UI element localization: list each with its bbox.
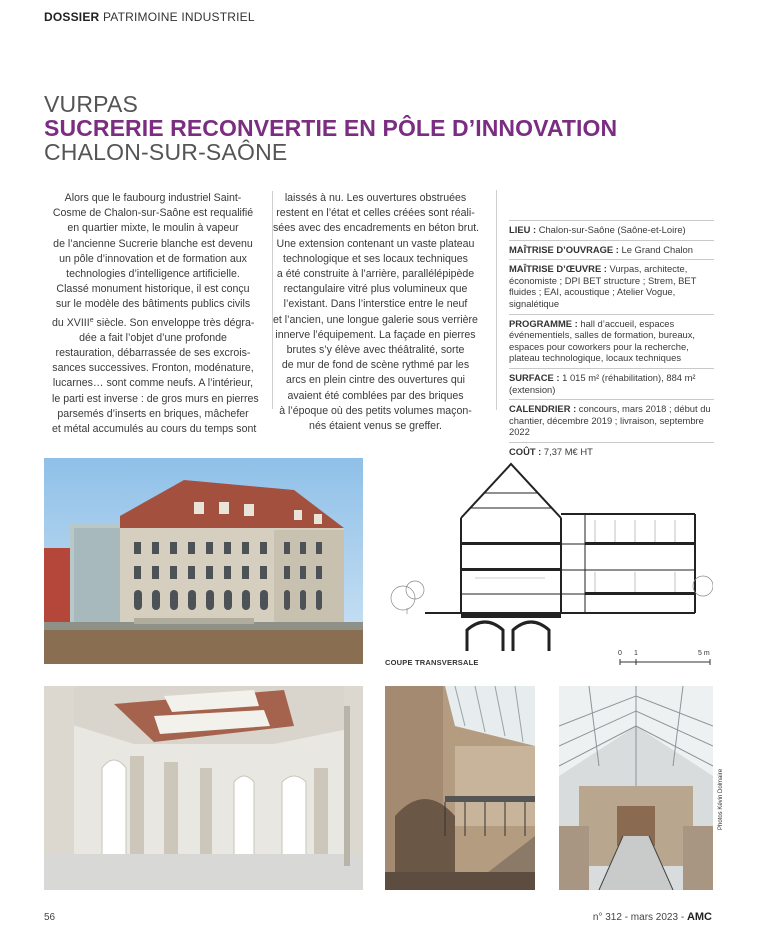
scale-label-5: 5 m — [698, 650, 710, 657]
body-line: de mur de fond de scène rythmé par les — [281, 359, 470, 372]
page-number: 56 — [44, 912, 56, 923]
photo-exterior — [44, 458, 363, 664]
photo-glazed-gallery — [559, 686, 713, 890]
body-line-part: siècle. Son enveloppe très dégra- — [93, 316, 255, 329]
scale-label-1: 1 — [634, 650, 638, 657]
body-line: innerve l’équipement. La façade en pierres — [275, 328, 476, 341]
body-line: technologique et ses locaux techniques — [283, 252, 468, 265]
body-line: brutes s’y élève avec théâtralité, sorte — [286, 344, 465, 357]
body-line: en quartier mixte, le moulin à vapeur — [67, 222, 239, 235]
body-column-2 — [272, 191, 480, 433]
body-line: restauration, débarrassée de ses excrois- — [55, 347, 251, 360]
superscript: e — [89, 316, 94, 324]
info-value: 7,37 M€ HT — [541, 445, 593, 457]
city-name: CHALON-SUR-SAÔNE — [44, 139, 288, 165]
article-title: SUCRERIE RECONVERTIE EN PÔLE D’INNOVATION — [44, 115, 618, 141]
body-line-part: du XVIII — [52, 316, 90, 329]
body-line: et métal accumulés au cours du temps sont — [52, 423, 257, 436]
issue-text: n° 312 - mars 2023 - — [592, 912, 687, 923]
body-line: Une extension contenant un vaste plateau — [276, 237, 475, 250]
body-line: dée a fait l’objet d’une profonde — [79, 331, 227, 344]
figure-caption: COUPE TRANSVERSALE — [385, 658, 479, 667]
photo-interior-hall — [44, 686, 363, 890]
body-line: de l’ancienne Sucrerie blanche est devenu — [53, 237, 253, 250]
body-line: technologies d’intelligence artificielle. — [66, 268, 240, 281]
body-line: parsemés d’inserts en briques, mâchefer — [57, 407, 249, 420]
body-line: avaient été comblées par des briques — [287, 389, 464, 402]
magazine-brand: AMC — [686, 911, 712, 923]
scale-bar-graphic — [618, 650, 713, 670]
body-line: l’existant. Dans l’interstice entre le neuf — [283, 298, 468, 311]
body-line: sances successives. Fronton, modénature, — [52, 362, 254, 375]
body-line — [52, 313, 254, 331]
body-line: et l’ancien, une longue galerie sous verrière — [273, 313, 478, 326]
body-line: un pôle d’innovation et de formation aux — [59, 252, 247, 265]
body-line: restent en l’état et celles créées sont réali- — [276, 207, 475, 220]
photo-credit: Photos Kévin Dolmaire — [718, 768, 724, 830]
article-title-block — [44, 92, 617, 164]
info-label: SURFACE : — [509, 371, 560, 383]
info-row-maitrise-oeuvre — [509, 259, 714, 313]
scale-bar — [618, 650, 713, 670]
body-line: Alors que le faubourg industriel Saint- — [64, 192, 242, 204]
info-label: COÛT : — [509, 445, 542, 457]
info-value: Le Grand Chalon — [618, 243, 693, 255]
body-line: arcs en plein cintre des ouvertures qui — [285, 374, 465, 387]
body-line: rectangulaire vitré plus volumineux que — [283, 283, 468, 296]
body-column-1 — [52, 191, 259, 437]
info-row-calendrier — [509, 399, 714, 442]
info-label: LIEU : — [509, 224, 537, 235]
body-line: sur le modèle des bâtiments publics civils — [55, 298, 251, 311]
issue-info — [593, 911, 712, 923]
info-label: PROGRAMME : — [509, 317, 578, 329]
rubric — [44, 10, 255, 24]
body-line: Classé monument historique, il est conçu — [56, 283, 250, 296]
body-line: sées avec des encadrements en béton brut. — [273, 222, 480, 235]
project-info-box — [496, 190, 714, 457]
info-value: concours, mars 2018 ; début du chantier, décembre 2019 ; livraison, septembre 2022 — [509, 403, 711, 438]
drawing-cross-section — [385, 458, 713, 656]
info-row-surface — [509, 368, 714, 399]
body-line: nés étaient venus se greffer. — [309, 420, 442, 433]
info-label: MAÎTRISE D’ŒUVRE : — [509, 263, 607, 275]
info-value: hall d’accueil, espaces événementiels, salles de formation, bureaux, espaces pour coworkers pour la recherche, plateau technologique, locaux techniques — [509, 317, 696, 364]
body-line: laissés à nu. Les ouvertures obstruées — [284, 192, 467, 204]
scale-label-0: 0 — [618, 650, 622, 657]
info-value: Vurpas, architecte, économiste ; DPI BET structure ; Strem, BET fluides ; EAI, acoustique ; Atelier Vogue, signalétique — [509, 263, 697, 309]
body-line: lucarnes… sont comme neufs. A l’intérieur, — [52, 377, 254, 390]
info-label: CALENDRIER : — [509, 403, 577, 415]
info-label: MAÎTRISE D’OUVRAGE : — [509, 243, 619, 255]
info-row-maitrise-ouvrage — [509, 240, 714, 260]
info-row-lieu — [509, 220, 714, 240]
info-value: 1 015 m² (réhabilitation), 884 m² (extension) — [509, 371, 696, 395]
rubric-section: DOSSIER — [44, 10, 100, 24]
body-line: Cosme de Chalon-sur-Saône est requalifié — [52, 207, 254, 220]
body-line: le parti est inverse : de gros murs en pierres — [52, 392, 259, 405]
info-value: Chalon-sur-Saône (Saône-et-Loire) — [536, 224, 686, 235]
body-line: à l’époque où des petits volumes maçon- — [279, 404, 472, 417]
rubric-topic: PATRIMOINE INDUSTRIEL — [102, 10, 255, 24]
architect-name: VURPAS — [44, 91, 139, 117]
photo-gallery-stair — [385, 686, 535, 890]
info-row-programme — [509, 314, 714, 368]
body-line: a été construite à l’arrière, parallélépipède — [276, 268, 475, 281]
